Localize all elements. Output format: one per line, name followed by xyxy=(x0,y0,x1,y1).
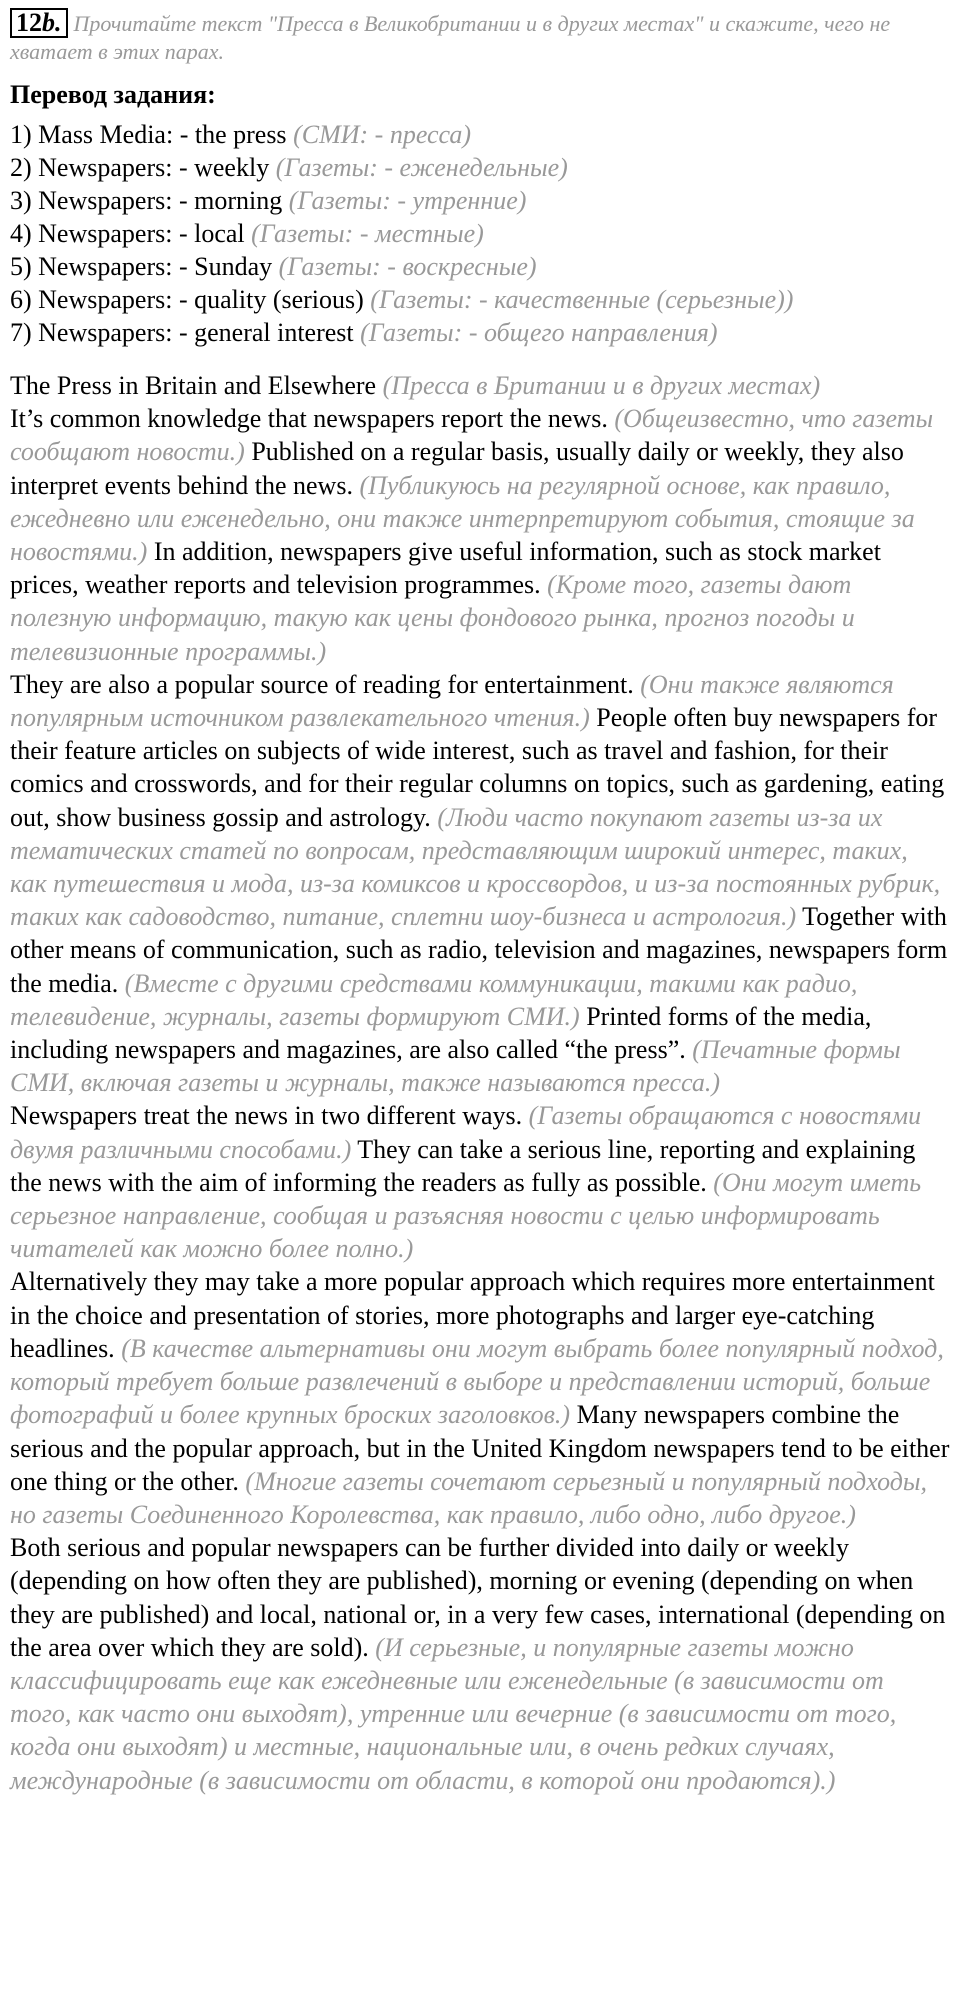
task-number-badge: 12b. xyxy=(10,8,68,38)
paragraph-5: Both serious and popular newspapers can be further divided into daily or weekly (depending on how often they are published), morning or evening (depending on when they are published) and local, national or, in a very few cases, international (depending on the area over which they are sold). (И серьезные, и популярные газеты можно классифицировать еще как ежедневные или еженедельные (в зависимости от того, как часто они выходят), утренние или вечерние (в зависимости от того, когда они выходят) и местные, национальные или, в очень редких случаях, международные (в зависимости от области, в которой они продаются).) xyxy=(10,1533,946,1795)
list-item: 1) Mass Media: - the press (СМИ: - пресса) xyxy=(10,120,472,149)
list-item: 5) Newspapers: - Sunday (Газеты: - воскресные) xyxy=(10,252,537,281)
list-item: 4) Newspapers: - local (Газеты: - местные) xyxy=(10,219,484,248)
article-title: The Press in Britain and Elsewhere (Пресса в Британии и в других местах) xyxy=(10,371,821,400)
list-item: 2) Newspapers: - weekly (Газеты: - еженедельные) xyxy=(10,153,568,182)
paragraph-1: It’s common knowledge that newspapers report the news. (Общеизвестно, что газеты сообщают новости.) Published on a regular basis, usually daily or weekly, they also interpret events behind the news. (Публикуюсь на регулярной основе, как правило, ежедневно или еженедельно, они также интерпретируют события, стоящие за новостями.) In addition, newspapers give useful information, such as stock market prices, weather reports and television programmes. (Кроме того, газеты дают полезную информацию, такую как цены фондового рынка, прогноз погоды и телевизионные программы.) xyxy=(10,404,934,666)
task-instruction: Прочитайте текст "Пресса в Великобритании и в других местах" и скажите, чего не хватает в этих парах. xyxy=(10,11,891,64)
paragraph-4: Alternatively they may take a more popular approach which requires more entertainment in the choice and presentation of stories, more photographs and larger eye-catching headlines. (В качестве альтернативы они могут выбрать более популярный подход, который требует больше развлечений в выборе и представлении историй, больше фотографий и более крупных броских заголовков.) Many newspapers combine the serious and the popular approach, but in the United Kingdom newspapers tend to be either one thing or the other. (Многие газеты сочетают серьезный и популярный подходы, но газеты Соединенного Королевства, как правило, либо одно, либо другое.) xyxy=(10,1267,950,1529)
task-header xyxy=(10,8,950,66)
list-item: 6) Newspapers: - quality (serious) (Газеты: - качественные (серьезные)) xyxy=(10,285,794,314)
translation-title: Перевод задания: xyxy=(10,80,216,109)
article-text xyxy=(10,369,950,1797)
paragraph-3: Newspapers treat the news in two different ways. (Газеты обращаются с новостями двумя различными способами.) They can take a serious line, reporting and explaining the news with the aim of informing the readers as fully as possible. (Они могут иметь серьезное направление, сообщая и разъясняя новости с целью информировать читателей как можно более полно.) xyxy=(10,1101,922,1264)
pairs-list xyxy=(10,118,950,349)
list-item: 7) Newspapers: - general interest (Газеты: - общего направления) xyxy=(10,318,718,347)
list-item: 3) Newspapers: - morning (Газеты: - утренние) xyxy=(10,186,527,215)
paragraph-2: They are also a popular source of reading for entertainment. (Они также являются популярным источником развлекательного чтения.) People often buy newspapers for their feature articles on subjects of wide interest, such as travel and fashion, for their comics and crosswords, and for their regular columns on topics, such as gardening, eating out, show business gossip and astrology. (Люди часто покупают газеты из-за их тематических статей по вопросам, представляющим широкий интерес, таких, как путешествия и мода, из-за комиксов и кроссвордов, и из-за постоянных рубрик, таких как садоводство, питание, сплетни шоу-бизнеса и астрология.) Together with other means of communication, such as radio, television and magazines, newspapers form the media. (Вместе с другими средствами коммуникации, такими как радио, телевидение, журналы, газеты формируют СМИ.) Printed forms of the media, including newspapers and magazines, are also called “the press”. (Печатные формы СМИ, включая газеты и журналы, также называются пресса.) xyxy=(10,669,948,1098)
